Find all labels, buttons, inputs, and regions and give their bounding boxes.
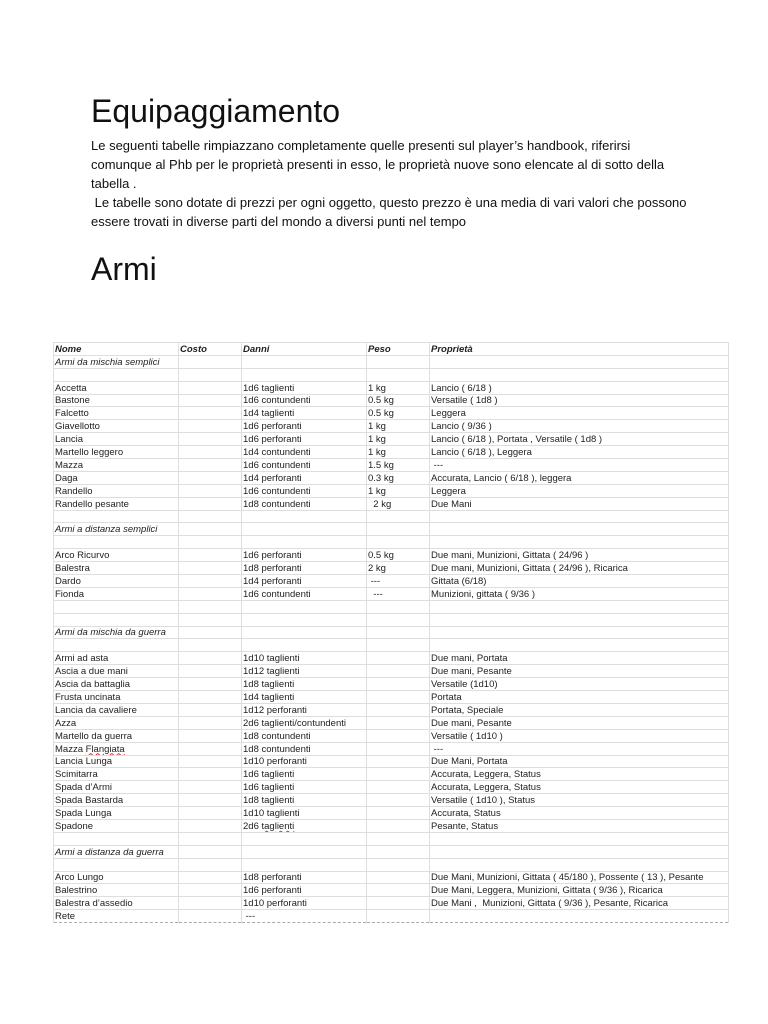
cell-costo	[179, 729, 242, 742]
cell-danni	[242, 368, 367, 381]
cell-peso	[367, 884, 430, 897]
blank-row	[54, 639, 729, 652]
cell-danni: 1d8 perforanti	[242, 871, 367, 884]
cell-costo	[179, 742, 242, 755]
cell-peso: 0.5 kg	[367, 549, 430, 562]
cell-peso	[367, 819, 430, 832]
header-costo: Costo	[179, 343, 242, 356]
cell-costo	[179, 716, 242, 729]
cell-proprieta	[430, 845, 729, 858]
cell-danni: 2d6 taglienti/contundenti	[242, 716, 367, 729]
cell-proprieta: Lancio ( 6/18 ), Portata , Versatile ( 1d8 )	[430, 433, 729, 446]
cell-nome: Arco Lungo	[54, 871, 179, 884]
table-row	[54, 446, 729, 459]
cell-danni: 2d6 taglienti	[242, 819, 367, 832]
cell-nome: Spada d’Armi	[54, 781, 179, 794]
cell-nome: Ascia a due mani	[54, 665, 179, 678]
cell-nome: Lancia da cavaliere	[54, 703, 179, 716]
table-row	[54, 794, 729, 807]
cell-costo	[179, 781, 242, 794]
cell-danni: 1d8 contundenti	[242, 497, 367, 510]
table-row	[54, 407, 729, 420]
cell-peso	[367, 794, 430, 807]
cell-peso: 1 kg	[367, 433, 430, 446]
cell-costo	[179, 639, 242, 652]
cell-proprieta: Portata, Speciale	[430, 703, 729, 716]
cell-proprieta: Versatile (1d10)	[430, 678, 729, 691]
page-title: Equipaggiamento	[91, 93, 341, 129]
cell-peso	[367, 536, 430, 549]
cell-peso	[367, 600, 430, 613]
cell-costo	[179, 510, 242, 523]
category-row	[54, 523, 729, 536]
table-row	[54, 703, 729, 716]
table-row	[54, 910, 729, 923]
cell-danni: 1d6 perforanti	[242, 884, 367, 897]
cell-costo	[179, 536, 242, 549]
spellcheck-word: taglienti	[261, 820, 295, 832]
cell-nome: Spadone	[54, 819, 179, 832]
cell-nome: Frusta uncinata	[54, 691, 179, 704]
cell-danni	[242, 858, 367, 871]
cell-danni: 1d8 contundenti	[242, 729, 367, 742]
cell-danni	[242, 639, 367, 652]
cell-proprieta: Due Mani , Munizioni, Gittata ( 9/36 ), Pesante, Ricarica	[430, 897, 729, 910]
cell-nome: Armi a distanza semplici	[54, 523, 179, 536]
cell-proprieta	[430, 858, 729, 871]
table-row	[54, 768, 729, 781]
cell-danni: 1d6 taglienti	[242, 781, 367, 794]
cell-nome: Spada Bastarda	[54, 794, 179, 807]
cell-peso	[367, 691, 430, 704]
table-row	[54, 549, 729, 562]
blank-row	[54, 368, 729, 381]
cell-proprieta	[430, 355, 729, 368]
intro-text	[91, 136, 691, 231]
cell-nome: Martello da guerra	[54, 729, 179, 742]
table-row	[54, 665, 729, 678]
cell-proprieta	[430, 613, 729, 626]
cell-proprieta: Lancio ( 6/18 ), Leggera	[430, 446, 729, 459]
cell-proprieta: Leggera	[430, 407, 729, 420]
cell-costo	[179, 884, 242, 897]
cell-danni: 1d6 perforanti	[242, 549, 367, 562]
cell-proprieta	[430, 626, 729, 639]
table-row	[54, 781, 729, 794]
cell-peso	[367, 613, 430, 626]
table-row	[54, 691, 729, 704]
cell-nome: Mazza	[54, 459, 179, 472]
cell-nome: Dardo	[54, 575, 179, 588]
cell-nome	[54, 536, 179, 549]
cell-peso	[367, 716, 430, 729]
cell-danni: 1d10 perforanti	[242, 897, 367, 910]
cell-peso	[367, 355, 430, 368]
cell-peso	[367, 510, 430, 523]
cell-nome: Balestra	[54, 562, 179, 575]
cell-costo	[179, 446, 242, 459]
header-proprieta: Proprietà	[430, 343, 729, 356]
cell-peso: 0.3 kg	[367, 471, 430, 484]
table-row	[54, 484, 729, 497]
cell-peso	[367, 729, 430, 742]
cell-peso	[367, 755, 430, 768]
cell-peso	[367, 871, 430, 884]
cell-proprieta	[430, 832, 729, 845]
table-row	[54, 755, 729, 768]
cell-nome: Falcetto	[54, 407, 179, 420]
cell-peso	[367, 678, 430, 691]
cell-danni: 1d4 perforanti	[242, 575, 367, 588]
cell-proprieta	[430, 510, 729, 523]
cell-nome: Arco Ricurvo	[54, 549, 179, 562]
table-row	[54, 807, 729, 820]
cell-peso	[367, 652, 430, 665]
cell-proprieta: Versatile ( 1d10 )	[430, 729, 729, 742]
cell-proprieta: Lancio ( 9/36 )	[430, 420, 729, 433]
cell-peso: ---	[367, 575, 430, 588]
table-row	[54, 884, 729, 897]
cell-costo	[179, 562, 242, 575]
cell-peso: 1 kg	[367, 381, 430, 394]
cell-nome	[54, 639, 179, 652]
table-row	[54, 459, 729, 472]
cell-proprieta: Due mani, Munizioni, Gittata ( 24/96 ), Ricarica	[430, 562, 729, 575]
table-row	[54, 433, 729, 446]
table-row	[54, 652, 729, 665]
cell-costo	[179, 523, 242, 536]
category-row	[54, 626, 729, 639]
cell-peso	[367, 626, 430, 639]
cell-proprieta: Due mani, Munizioni, Gittata ( 24/96 )	[430, 549, 729, 562]
cell-nome: Lancia Lunga	[54, 755, 179, 768]
header-nome: Nome	[54, 343, 179, 356]
cell-proprieta: Pesante, Status	[430, 819, 729, 832]
cell-nome: Giavellotto	[54, 420, 179, 433]
cell-costo	[179, 471, 242, 484]
cell-nome	[54, 858, 179, 871]
blank-row	[54, 600, 729, 613]
cell-nome: Randello pesante	[54, 497, 179, 510]
cell-costo	[179, 394, 242, 407]
cell-peso	[367, 832, 430, 845]
cell-nome: Martello leggero	[54, 446, 179, 459]
cell-costo	[179, 652, 242, 665]
cell-peso: 2 kg	[367, 497, 430, 510]
cell-costo	[179, 549, 242, 562]
cell-proprieta: Due Mani, Munizioni, Gittata ( 45/180 ), Possente ( 13 ), Pesante	[430, 871, 729, 884]
cell-peso	[367, 665, 430, 678]
cell-danni	[242, 536, 367, 549]
cell-costo	[179, 768, 242, 781]
cell-danni: 1d10 taglienti	[242, 807, 367, 820]
cell-proprieta: Leggera	[430, 484, 729, 497]
cell-peso	[367, 897, 430, 910]
table-row	[54, 587, 729, 600]
category-row	[54, 845, 729, 858]
cell-danni: 1d6 perforanti	[242, 420, 367, 433]
cell-danni: 1d12 taglienti	[242, 665, 367, 678]
cell-costo	[179, 807, 242, 820]
cell-nome: Scimitarra	[54, 768, 179, 781]
cell-peso	[367, 523, 430, 536]
cell-danni: 1d6 contundenti	[242, 394, 367, 407]
cell-danni: 1d4 contundenti	[242, 446, 367, 459]
weapons-table	[53, 342, 729, 923]
cell-nome	[54, 613, 179, 626]
cell-costo	[179, 665, 242, 678]
cell-danni: 1d10 taglienti	[242, 652, 367, 665]
cell-proprieta: Portata	[430, 691, 729, 704]
cell-proprieta: Accurata, Leggera, Status	[430, 781, 729, 794]
cell-proprieta	[430, 639, 729, 652]
cell-peso: 1 kg	[367, 420, 430, 433]
table-row	[54, 871, 729, 884]
cell-peso	[367, 742, 430, 755]
cell-costo	[179, 497, 242, 510]
cell-danni: 1d8 contundenti	[242, 742, 367, 755]
table-row	[54, 471, 729, 484]
cell-danni	[242, 626, 367, 639]
table-row	[54, 394, 729, 407]
cell-danni	[242, 845, 367, 858]
cell-danni: 1d4 taglienti	[242, 407, 367, 420]
cell-proprieta	[430, 910, 729, 923]
cell-costo	[179, 832, 242, 845]
cell-nome	[54, 510, 179, 523]
cell-danni	[242, 832, 367, 845]
blank-row	[54, 858, 729, 871]
cell-proprieta: ---	[430, 742, 729, 755]
cell-costo	[179, 433, 242, 446]
cell-costo	[179, 871, 242, 884]
cell-nome	[54, 600, 179, 613]
cell-costo	[179, 484, 242, 497]
cell-danni: 1d6 contundenti	[242, 484, 367, 497]
cell-nome: Balestrino	[54, 884, 179, 897]
cell-danni: 1d4 taglienti	[242, 691, 367, 704]
intro-paragraph-1: Le seguenti tabelle rimpiazzano completamente quelle presenti sul player’s handbook, riferirsi comunque al Phb per le proprietà presenti in esso, le proprietà nuove sono elencate al di sotto della tabella .	[91, 138, 665, 191]
cell-costo	[179, 794, 242, 807]
cell-costo	[179, 845, 242, 858]
cell-proprieta	[430, 523, 729, 536]
cell-peso: ---	[367, 587, 430, 600]
cell-costo	[179, 858, 242, 871]
table-row	[54, 562, 729, 575]
cell-danni: ---	[242, 910, 367, 923]
cell-costo	[179, 703, 242, 716]
cell-proprieta: Due mani, Portata	[430, 652, 729, 665]
cell-nome: Azza	[54, 716, 179, 729]
cell-costo	[179, 897, 242, 910]
blank-row	[54, 536, 729, 549]
table-row	[54, 897, 729, 910]
cell-peso: 1.5 kg	[367, 459, 430, 472]
cell-nome: Accetta	[54, 381, 179, 394]
cell-peso: 0.5 kg	[367, 407, 430, 420]
category-row	[54, 355, 729, 368]
cell-nome: Ascia da battaglia	[54, 678, 179, 691]
table-row	[54, 819, 729, 832]
table-row	[54, 420, 729, 433]
cell-costo	[179, 910, 242, 923]
cell-nome: Fionda	[54, 587, 179, 600]
cell-danni: 1d6 contundenti	[242, 459, 367, 472]
cell-nome: Mazza Flangiata	[54, 742, 179, 755]
cell-peso	[367, 858, 430, 871]
cell-proprieta: Due Mani	[430, 497, 729, 510]
cell-costo	[179, 626, 242, 639]
cell-danni: 1d8 perforanti	[242, 562, 367, 575]
cell-nome: Armi a distanza da guerra	[54, 845, 179, 858]
intro-paragraph-2: Le tabelle sono dotate di prezzi per ogni oggetto, questo prezzo è una media di vari valori che possono essere trovati in diverse parti del mondo a diversi punti nel tempo	[91, 195, 691, 229]
cell-proprieta: Due Mani, Leggera, Munizioni, Gittata ( 9/36 ), Ricarica	[430, 884, 729, 897]
cell-peso	[367, 781, 430, 794]
cell-proprieta: ---	[430, 459, 729, 472]
cell-peso: 1 kg	[367, 446, 430, 459]
cell-costo	[179, 755, 242, 768]
table-row	[54, 381, 729, 394]
cell-danni	[242, 523, 367, 536]
cell-proprieta	[430, 368, 729, 381]
cell-costo	[179, 678, 242, 691]
cell-danni: 1d6 perforanti	[242, 433, 367, 446]
cell-peso	[367, 845, 430, 858]
cell-proprieta: Versatile ( 1d8 )	[430, 394, 729, 407]
blank-row	[54, 613, 729, 626]
cell-costo	[179, 819, 242, 832]
cell-nome	[54, 368, 179, 381]
cell-peso: 1 kg	[367, 484, 430, 497]
cell-danni: 1d8 taglienti	[242, 794, 367, 807]
cell-danni	[242, 600, 367, 613]
table-row	[54, 742, 729, 755]
cell-peso: 2 kg	[367, 562, 430, 575]
cell-costo	[179, 459, 242, 472]
cell-danni: 1d8 taglienti	[242, 678, 367, 691]
cell-nome: Balestra d’assedio	[54, 897, 179, 910]
cell-danni	[242, 613, 367, 626]
cell-danni: 1d12 perforanti	[242, 703, 367, 716]
cell-nome	[54, 832, 179, 845]
cell-proprieta: Due mani, Pesante	[430, 716, 729, 729]
spellcheck-word: Flangiata	[85, 743, 125, 755]
cell-nome: Bastone	[54, 394, 179, 407]
table-row	[54, 716, 729, 729]
cell-nome: Armi da mischia da guerra	[54, 626, 179, 639]
cell-peso	[367, 807, 430, 820]
cell-proprieta: Due Mani, Portata	[430, 755, 729, 768]
cell-danni	[242, 510, 367, 523]
table-row	[54, 678, 729, 691]
cell-costo	[179, 600, 242, 613]
cell-costo	[179, 691, 242, 704]
blank-row	[54, 832, 729, 845]
section-title-armi: Armi	[91, 251, 157, 287]
cell-proprieta: Accurata, Status	[430, 807, 729, 820]
cell-nome: Armi ad asta	[54, 652, 179, 665]
table-body	[54, 355, 729, 922]
cell-peso	[367, 910, 430, 923]
cell-proprieta: Lancio ( 6/18 )	[430, 381, 729, 394]
table-row	[54, 497, 729, 510]
table-row	[54, 729, 729, 742]
blank-row	[54, 510, 729, 523]
cell-nome: Daga	[54, 471, 179, 484]
table-row	[54, 575, 729, 588]
cell-danni: 1d4 perforanti	[242, 471, 367, 484]
cell-peso	[367, 368, 430, 381]
cell-proprieta: Gittata (6/18)	[430, 575, 729, 588]
cell-costo	[179, 407, 242, 420]
header-peso: Peso	[367, 343, 430, 356]
cell-proprieta	[430, 600, 729, 613]
cell-nome: Randello	[54, 484, 179, 497]
cell-proprieta: Versatile ( 1d10 ), Status	[430, 794, 729, 807]
cell-peso	[367, 639, 430, 652]
cell-proprieta: Accurata, Leggera, Status	[430, 768, 729, 781]
cell-proprieta: Accurata, Lancio ( 6/18 ), leggera	[430, 471, 729, 484]
cell-costo	[179, 587, 242, 600]
cell-costo	[179, 381, 242, 394]
cell-nome: Rete	[54, 910, 179, 923]
cell-costo	[179, 368, 242, 381]
cell-danni: 1d6 contundenti	[242, 587, 367, 600]
cell-proprieta: Due mani, Pesante	[430, 665, 729, 678]
table-header-row	[54, 343, 729, 356]
cell-peso	[367, 768, 430, 781]
cell-costo	[179, 355, 242, 368]
cell-costo	[179, 420, 242, 433]
cell-nome: Armi da mischia semplici	[54, 355, 179, 368]
header-danni: Danni	[242, 343, 367, 356]
cell-costo	[179, 575, 242, 588]
cell-proprieta: Munizioni, gittata ( 9/36 )	[430, 587, 729, 600]
cell-danni	[242, 355, 367, 368]
cell-danni: 1d6 taglienti	[242, 768, 367, 781]
cell-peso	[367, 703, 430, 716]
cell-danni: 1d6 taglienti	[242, 381, 367, 394]
cell-nome: Lancia	[54, 433, 179, 446]
cell-nome: Spada Lunga	[54, 807, 179, 820]
cell-proprieta	[430, 536, 729, 549]
cell-peso: 0.5 kg	[367, 394, 430, 407]
cell-costo	[179, 613, 242, 626]
cell-danni: 1d10 perforanti	[242, 755, 367, 768]
